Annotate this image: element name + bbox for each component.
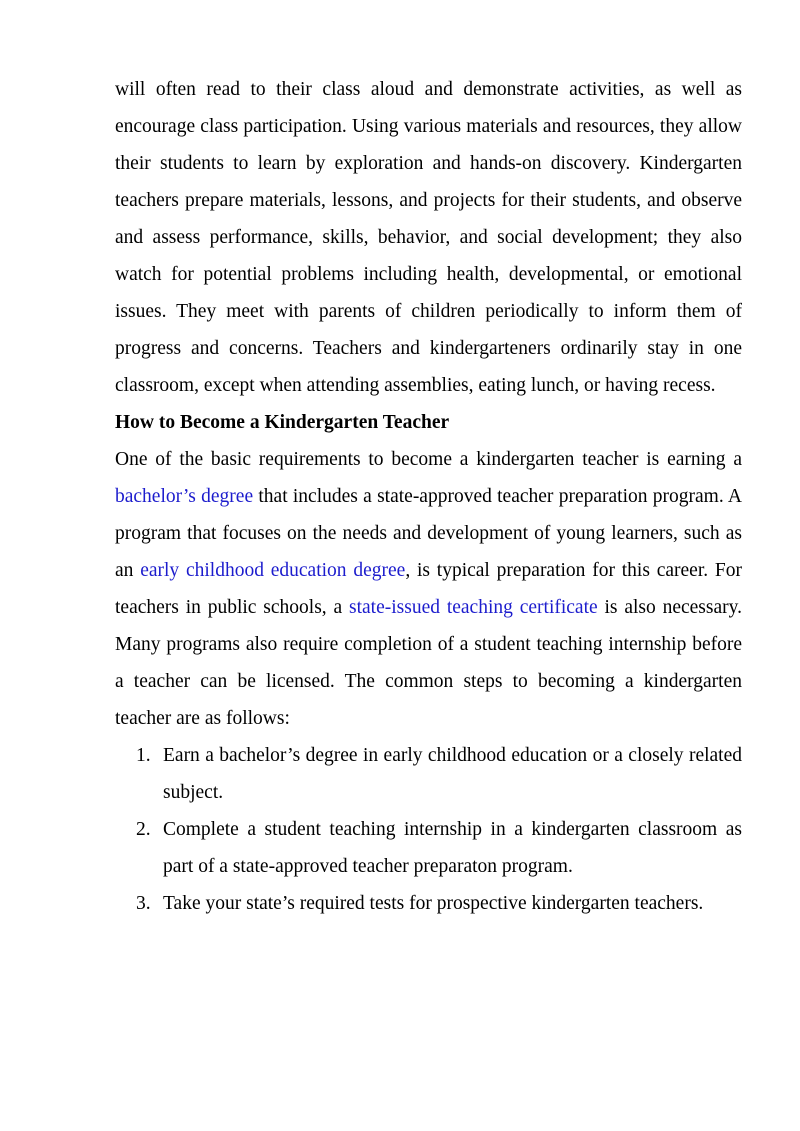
body-text-3: , is typical preparation for this career. For teachers in public schools, a bbox=[115, 560, 742, 618]
body-text-1: One of the basic requirements to become a kindergarten teacher is earning a bbox=[115, 449, 742, 470]
list-item-text: Complete a student teaching internship in a kindergarten classroom as part of a state-approved teacher preparaton program. bbox=[163, 819, 742, 877]
list-item bbox=[115, 885, 742, 922]
page-content bbox=[115, 71, 742, 922]
list-item bbox=[115, 811, 742, 885]
list-item-number: 1. bbox=[136, 745, 151, 766]
section-heading: How to Become a Kindergarten Teacher bbox=[115, 412, 450, 433]
intro-paragraph: will often read to their class aloud and demonstrate activities, as well as encourage class participation. Using various materials and resources, they allow their students to learn by exploration and hands-on discovery. Kindergarten teachers prepare materials, lessons, and projects for their students, and observe and assess performance, skills, behavior, and social development; they also watch for potential problems including health, developmental, or emotional issues. They meet with parents of children periodically to inform them of progress and concerns. Teachers and kindergarteners ordinarily stay in one classroom, except when attending assemblies, eating lunch, or having recess. bbox=[115, 79, 742, 396]
list-item-text: Earn a bachelor’s degree in early childhood education or a closely related subject. bbox=[163, 745, 742, 803]
teaching-certificate-link[interactable]: state-issued teaching certificate bbox=[349, 597, 598, 618]
bachelors-degree-link[interactable]: bachelor’s degree bbox=[115, 486, 254, 507]
list-item-text: Take your state’s required tests for prospective kindergarten teachers. bbox=[163, 893, 704, 914]
requirements-paragraph bbox=[115, 441, 742, 737]
list-item-number: 3. bbox=[136, 893, 151, 914]
body-text-2: that includes a state-approved teacher preparation program. A program that focuses on the needs and development of young learners, such as an bbox=[115, 486, 742, 581]
early-childhood-education-degree-link[interactable]: early childhood education degree bbox=[140, 560, 406, 581]
list-item bbox=[115, 737, 742, 811]
body-text-4: is also necessary. Many programs also require completion of a student teaching internship before a teacher can be licensed. The common steps to becoming a kindergarten teacher are as follows: bbox=[115, 597, 742, 729]
list-item-number: 2. bbox=[136, 819, 151, 840]
steps-list bbox=[115, 737, 742, 922]
